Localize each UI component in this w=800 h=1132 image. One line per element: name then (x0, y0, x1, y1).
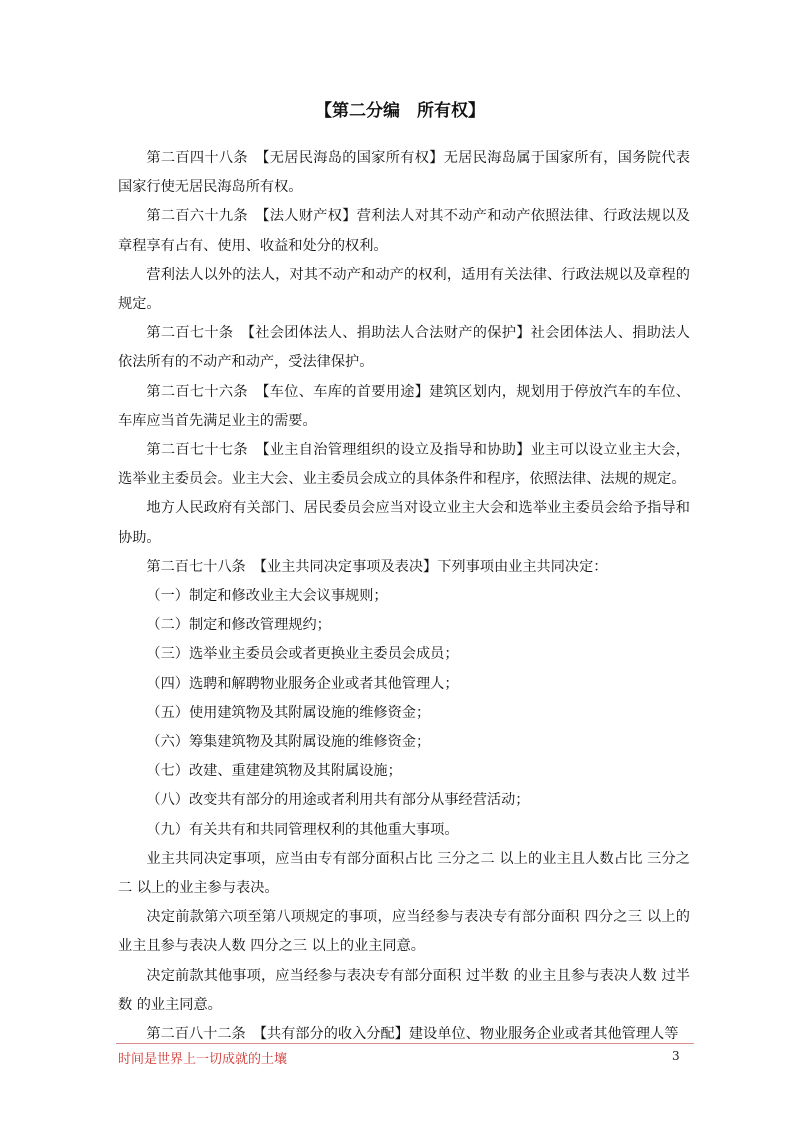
article-269-para-2: 营利法人以外的法人，对其不动产和动产的权利，适用有关法律、行政法规以及章程的规定。 (118, 266, 690, 313)
article-269: 第二百六十九条 【法人财产权】营利法人对其不动产和动产依照法律、行政法规以及章程享有占有、使用、收益和处分的权利。 (118, 208, 690, 254)
footer-divider (116, 1043, 694, 1044)
article-277-para-2: 地方人民政府有关部门、居民委员会应当对设立业主大会和选举业主委员会给予指导和协助。 (118, 500, 690, 546)
article-278: 第二百七十八条 【业主共同决定事项及表决】下列事项由业主共同决定： (146, 558, 608, 575)
article-276: 第二百七十六条 【车位、车库的首要用途】建筑区划内，规划用于停放汽车的车位、车库应当首先满足业主的需要。 (118, 383, 690, 429)
list-item: （七）改建、重建建筑物及其附属设施； (146, 763, 402, 780)
list-item: （四）选聘和解聘物业服务企业或者其他管理人； (146, 675, 459, 692)
list-item: （九）有关共有和共同管理权利的其他重大事项。 (146, 821, 459, 838)
document-body (118, 144, 690, 1049)
footer-slogan: 时间是世界上一切成就的土壤 (118, 1052, 288, 1067)
list-item: （三）选举业主委员会或者更换业主委员会成员； (146, 646, 459, 663)
list-item: （一）制定和修改业主大会议事规则； (146, 588, 388, 605)
article-277: 第二百七十七条 【业主自治管理组织的设立及指导和协助】业主可以设立业主大会，选举业主委员会。业主大会、业主委员会成立的具体条件和程序，依照法律、法规的规定。 (118, 442, 690, 488)
article-270: 第二百七十条 【社会团体法人、捐助法人合法财产的保护】社会团体法人、捐助法人依法所有的不动产和动产，受法律保护。 (118, 325, 690, 371)
list-item: （二）制定和修改管理规约； (146, 617, 331, 634)
list-item: （八）改变共有部分的用途或者利用共有部分从事经营活动； (146, 792, 530, 809)
article-282: 第二百八十二条 【共有部分的收入分配】建设单位、物业服务企业或者其他管理人等 (146, 1026, 679, 1043)
section-title: 【第二分编 所有权】 (315, 101, 485, 121)
page-number: 3 (672, 1049, 680, 1063)
article-278-para-2: 业主共同决定事项，应当由专有部分面积占比 三分之二 以上的业主且人数占比 三分之二 以上的业主参与表决。 (118, 850, 690, 897)
list-item: （五）使用建筑物及其附属设施的维修资金； (146, 704, 431, 721)
article-248: 第二百四十八条 【无居民海岛的国家所有权】无居民海岛属于国家所有，国务院代表国家行使无居民海岛所有权。 (118, 150, 690, 196)
article-278-para-3: 决定前款第六项至第八项规定的事项，应当经参与表决专有部分面积 四分之三 以上的业主且参与表决人数 四分之三 以上的业主同意。 (118, 909, 690, 955)
list-item: （六）筹集建筑物及其附属设施的维修资金； (146, 734, 431, 751)
article-278-para-4: 决定前款其他事项，应当经参与表决专有部分面积 过半数 的业主且参与表决人数 过半数 的业主同意。 (118, 967, 690, 1013)
